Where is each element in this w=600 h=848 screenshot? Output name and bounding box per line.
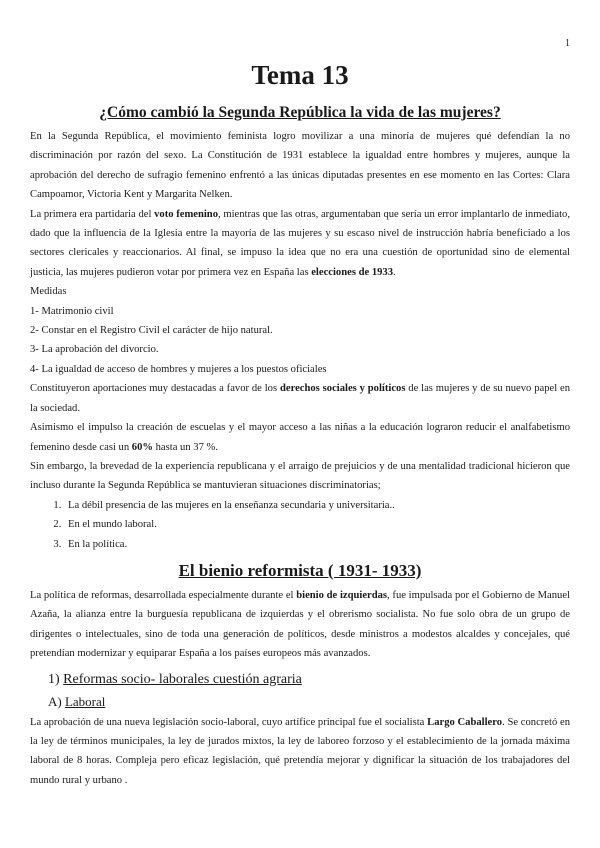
discrimination-list <box>30 496 570 554</box>
medida-item: 2- Constar en el Registro Civil el carácter de hijo natural. <box>30 325 273 337</box>
paragraph-laboral: La aprobación de una nueva legislación socio-laboral, cuyo artífice principal fue el socialista Largo Caballero. Se concretó en la ley de términos municipales, la ley de jurados mixtos, la ley de laboreo forzoso y el establecimiento de la jornada máxima laboral de 8 horas. Compleja pero eficaz legislación, qué pretendía mejorar y dignificar la situación de los trabajadores del mundo rural y urbano . <box>30 716 570 786</box>
list-item: 2. En el mundo laboral. <box>64 515 570 534</box>
medida-item: 3- La aprobación del divorcio. <box>30 344 159 356</box>
paragraph-discriminacion: Sin embargo, la brevedad de la experiencia republicana y el arraigo de prejuicios y de una mentalidad tradicional hicieron que incluso durante la Segunda República se mantuvieran situaciones discriminatorias; <box>30 460 570 492</box>
page-number: 1 <box>565 38 570 49</box>
paragraph-derechos: Constituyeron aportaciones muy destacadas a favor de los derechos sociales y políticos de las mujeres y de su nuevo papel en la sociedad. <box>30 383 571 414</box>
subsection-heading: 1) Reformas socio- laborales cuestión agraria <box>48 671 302 687</box>
paragraph-educacion: Asimismo el impulso la creación de escuelas y el mayor acceso a las niñas a la educación lograron reducir el analfabetismo femenino desde casi un 60% hasta un 37 %. <box>30 422 570 453</box>
medida-item: 4- La igualdad de acceso de hombres y mujeres a los puestos oficiales <box>30 363 327 375</box>
medidas-label: Medidas <box>30 286 67 298</box>
page-subtitle: ¿Cómo cambió la Segunda República la vida de las mujeres? <box>99 104 501 121</box>
medida-item: 1- Matrimonio civil <box>30 305 114 317</box>
list-item: 3. En la política. <box>64 535 570 554</box>
subsubsection-heading: A) Laboral <box>48 693 106 709</box>
paragraph-voto: La primera era partidaria del voto femenino, mientras que las otras, argumentaban que sería un error implantarlo de inmediato, dado que la influencia de la Iglesia entre la mayoría de las mujeres y su escaso nivel de instrucción habría beneficiado a los sectores clericales y reaccionarios. Al final, se impuso la idea que no era una cuestión de oportunidad sino de elemental justicia, las mujeres pudieron votar por primera vez en España las elecciones de 1933. <box>30 208 570 278</box>
document-body <box>30 127 570 790</box>
page-title: Tema 13 <box>251 60 349 90</box>
paragraph-intro: En la Segunda República, el movimiento feminista logro movilizar a una minoría de mujeres qué defendían la no discriminación por razón del sexo. La Constitución de 1931 establece la igualdad entre hombres y mujeres, aunque la aprobación del derecho de sufragio femenino enfrentó a las únicas diputadas presentes en ese momento en las Cortes: Clara Campoamor, Victoria Kent y Margarita Nelken. <box>30 131 570 201</box>
paragraph-bienio: La política de reformas, desarrollada especialmente durante el bienio de izquierdas, fue impulsada por el Gobierno de Manuel Azaña, la alianza entre la burguesía republicana de izquierdas y el obrerismo socialista. No fue solo obra de un grupo de dirigentes o intelectuales, sino de toda una generación de políticos, desde ministros a modestos alcaldes y concejales, qué pretendían modernizar y equiparar España a los países europeos más avanzados. <box>30 589 570 660</box>
section-title-bienio: El bienio reformista ( 1931- 1933) <box>178 560 422 580</box>
list-item: 1. La débil presencia de las mujeres en la enseñanza secundaria y universitaria.. <box>64 496 570 515</box>
